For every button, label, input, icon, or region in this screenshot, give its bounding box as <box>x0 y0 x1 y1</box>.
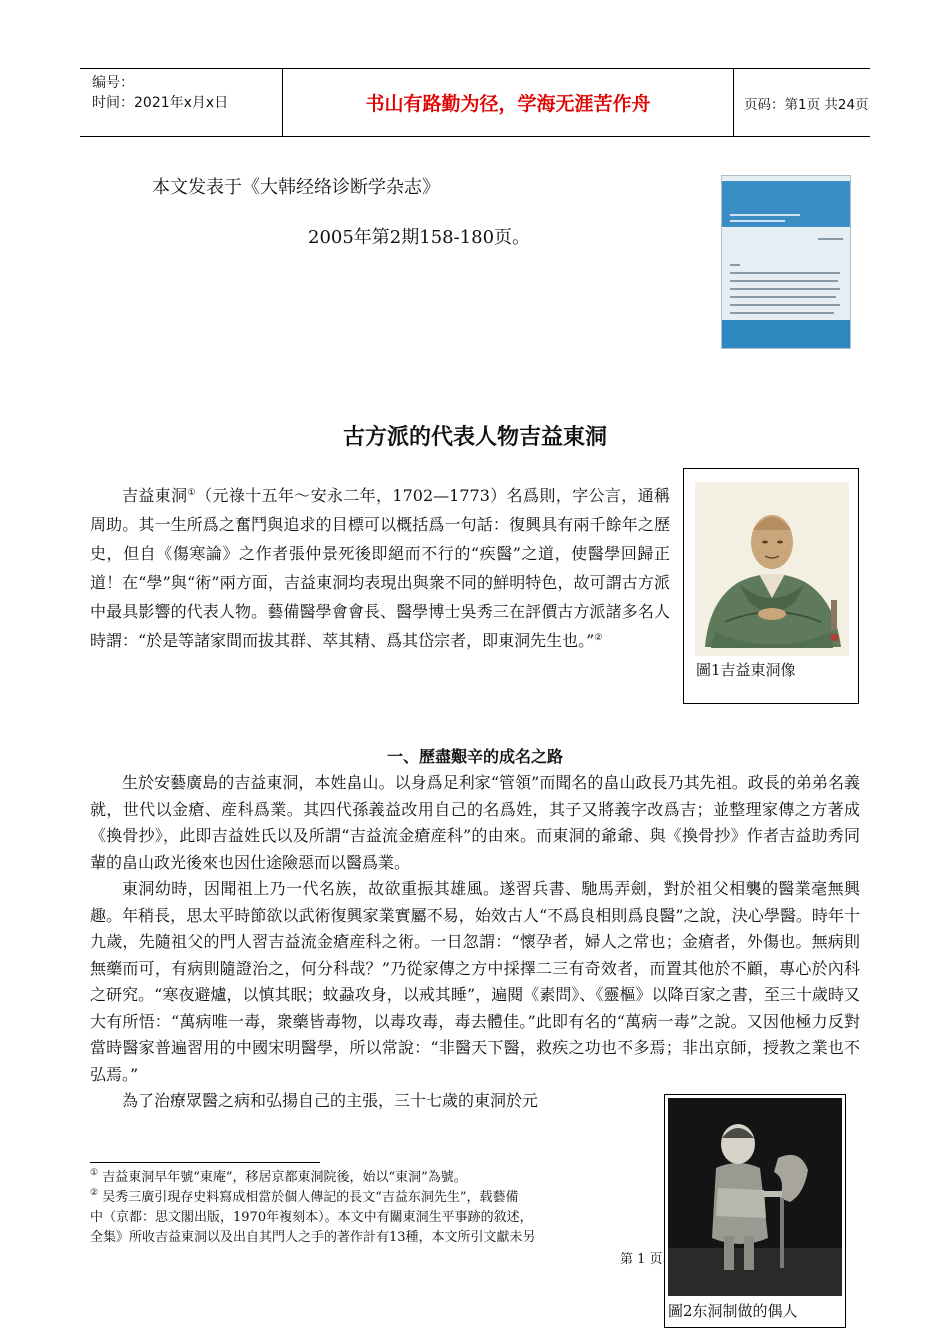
cover-footer-band <box>722 320 850 348</box>
article-body <box>90 770 860 1115</box>
footnote-ref-1[interactable]: ① <box>187 488 196 498</box>
publication-line-2: 2005年第2期158-180页。 <box>308 227 531 248</box>
figure-2 <box>664 1094 846 1328</box>
footnote-separator <box>90 1162 320 1163</box>
body-paragraph-1: 生於安藝廣島的吉益東洞，本姓畠山。以身爲足利家“管領”而聞名的畠山政長乃其先祖。政長的弟弟名義就，世代以金瘡、産科爲業。其四代孫義益改用自己的名爲姓，其子又將義字改爲吉；並整理家傳之方著成《換骨抄》，此即吉益姓氏以及所謂“吉益流金瘡産科”的由來。而東洞的爺爺、與《換骨抄》作者吉益助秀同輩的畠山政光後來也因仕途險惡而以醫爲業。 <box>90 773 860 872</box>
intro-paragraph <box>90 481 670 655</box>
document-header <box>80 68 870 137</box>
article-title: 古方派的代表人物吉益東洞 <box>342 425 607 450</box>
doll-photograph <box>668 1098 842 1296</box>
intro-text-2: （元祿十五年～安永二年，1702—1773）名爲則，字公言，通稱周助。其一生所爲之奮鬥與追求的目標可以概括爲一句話：復興具有兩千餘年之歷史，但自《傷寒論》之作者張仲景死後即絕而不行的“疾醫”之道，使醫學回歸正道！在“學”與“術”兩方面，吉益東洞均表現出與衆不同的鮮明特色，故可謂古方派中最具影響的代表人物。藝備醫學會會長、醫學博士吳秀三在評價古方派諸多名人時謂：“於是等諸家間而拔其群、萃其精、爲其岱宗者，即東洞先生也。” <box>90 486 670 650</box>
footnote-ref-2[interactable]: ② <box>594 633 603 643</box>
section-1-title: 一、歷盡艱辛的成名之路 <box>386 747 563 766</box>
header-page-info: 页码：第1页 共24页 <box>744 96 869 113</box>
number-label: 编号： <box>92 75 134 91</box>
footnote-2-continued-2: 全集》所收吉益東洞以及出自其門人之手的著作計有13種，本文所引文獻未另 <box>90 1230 536 1245</box>
page-number: 第 1 页 <box>620 1252 663 1267</box>
journal-cover-image <box>721 175 851 349</box>
footnote-2-text: 吴秀三廣引現存史料寫成相當於個人傳記的長文“吉益东洞先生”，载藝備 <box>102 1190 519 1205</box>
footnote-2 <box>90 1188 660 1208</box>
figure-2-caption: 圖2东洞制做的偶人 <box>668 1302 798 1320</box>
footnote-2-continued: 中（京都：思文閣出版，1970年複刻本）。本文中有關東洞生平事跡的敘述， <box>90 1210 533 1225</box>
intro-text-1: 吉益東洞 <box>122 486 188 505</box>
figure-1-caption: 圖1吉益東洞像 <box>696 661 796 679</box>
footnote-1-text: 吉益東洞早年號“東庵”，移居京都東洞院後，始以“東洞”為號。 <box>102 1170 467 1185</box>
body-paragraph-3: 為了治療眾醫之病和弘揚自己的主張，三十七歲的東洞於元 <box>122 1091 539 1110</box>
publication-line-1: 本文发表于《大韩经络诊断学杂志》 <box>152 177 440 198</box>
body-paragraph-2: 東洞幼時，因聞祖上乃一代名族，故欲重振其雄風。遂習兵書、馳馬弄劍，對於祖父相襲的醫業毫無興趣。年稍長，思太平時節欲以武術復興家業實屬不易，始效古人“不爲良相則爲良醫”之說，決心學醫。時年十九歲，先隨祖父的門人習吉益流金瘡産科之術。一日忽謂：“懷孕者，婦人之常也；金瘡者，外傷也。無病則無藥而可，有病則隨證治之，何分科哉？”乃從家傳之方中採擇二三有奇效者，而置其他於不顧，專心於內科之研究。“寒夜避爐，以慎其眠；蚊蝨攻身，以戒其睡”，遍閱《素問》、《靈樞》以降百家之書，至三十歲時又大有所悟：“萬病唯一毒，衆藥皆毒物，以毒攻毒，毒去體佳。”此即有名的“萬病一毒”之說。又因他極力反對當時醫家普遍習用的中國宋明醫學，所以常說：“非醫天下醫，救疾之功也不多焉；非出京師，授教之業也不弘焉。” <box>90 879 860 1084</box>
header-motto: 书山有路勤为径，学海无涯苦作舟 <box>283 69 734 136</box>
header-left-cell <box>80 69 283 136</box>
footnote-2-mark: ② <box>90 1188 99 1198</box>
portrait-illustration <box>695 482 849 656</box>
footnote-1-mark: ① <box>90 1168 99 1178</box>
time-label: 时间：2021年x月x日 <box>92 95 229 111</box>
footnote-1 <box>90 1168 660 1188</box>
figure-1 <box>683 468 859 704</box>
